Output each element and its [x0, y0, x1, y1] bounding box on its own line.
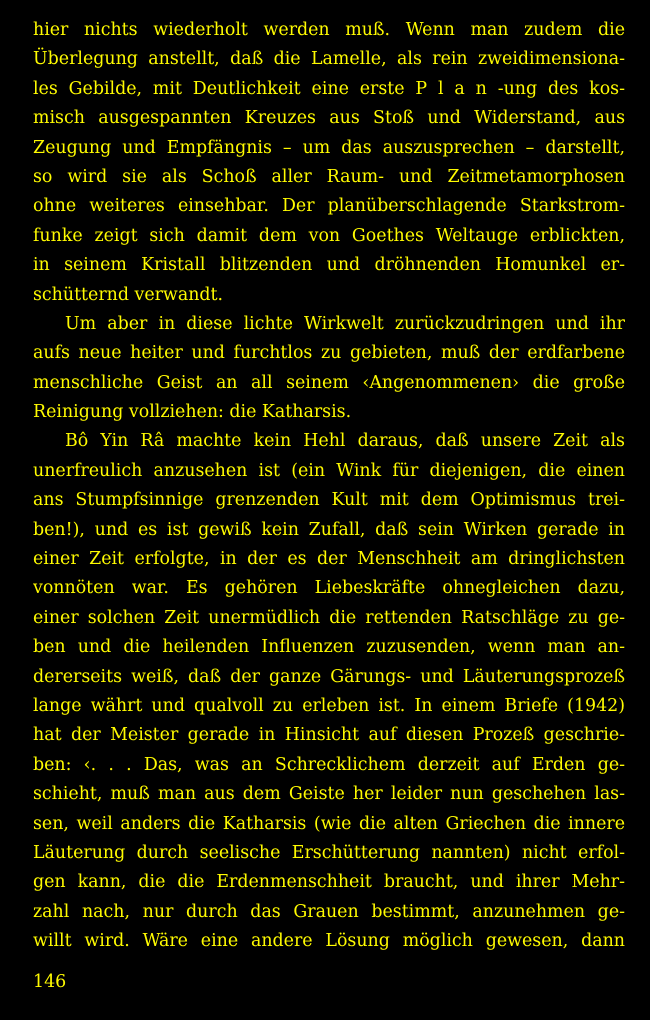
- text-line: aufs neue heiter und furchtlos zu gebieten, muß der erdfarbene: [33, 343, 625, 364]
- text-line: sen, weil anders die Katharsis (wie die alten Griechen die innere: [33, 813, 625, 834]
- text-line: einer Zeit erfolgte, in der es der Menschheit am dringlichsten: [33, 549, 625, 570]
- text-line: Bô Yin Râ machte kein Hehl daraus, daß unsere Zeit als: [65, 431, 625, 452]
- text-line: so wird sie als Schoß aller Raum- und Zeitmetamorphosen: [33, 166, 625, 187]
- text-line: Läuterung durch seelische Erschütterung nannten) nicht erfol-: [33, 842, 625, 863]
- text-line: les Gebilde, mit Deutlichkeit eine erste P l a n -ung des kos-: [33, 78, 625, 99]
- text-line: ben: ‹. . . Das, was an Schrecklichem derzeit auf Erden ge-: [33, 754, 625, 775]
- text-line: lange währt und qualvoll zu erleben ist. In einem Briefe (1942): [33, 695, 625, 716]
- text-line: misch ausgespannten Kreuzes aus Stoß und Widerstand, aus: [33, 108, 625, 129]
- text-line: schieht, muß man aus dem Geiste her leider nun geschehen las-: [33, 784, 625, 805]
- text-line: menschliche Geist an all seinem ‹Angenommenen› die große: [33, 372, 625, 393]
- text-line: unerfreulich anzusehen ist (ein Wink für diejenigen, die einen: [33, 460, 625, 481]
- text-line: dererseits weiß, daß der ganze Gärungs- und Läuterungsprozeß: [33, 666, 625, 687]
- text-line: Zeugung und Empfängnis – um das auszusprechen – darstellt,: [33, 137, 625, 158]
- text-line: vonnöten war. Es gehören Liebeskräfte ohnegleichen dazu,: [33, 578, 625, 599]
- body-text: [33, 16, 625, 957]
- text-line: einer solchen Zeit unermüdlich die rettenden Ratschläge zu ge-: [33, 607, 625, 628]
- text-line: ben und die heilenden Influenzen zuzusenden, wenn man an-: [33, 637, 625, 658]
- text-line: schütternd verwandt.: [33, 284, 224, 305]
- page-number: 146: [33, 972, 67, 992]
- text-line: funke zeigt sich damit dem von Goethes Weltauge erblickten,: [33, 225, 625, 246]
- text-line: ans Stumpfsinnige grenzenden Kult mit dem Optimismus trei-: [33, 490, 625, 511]
- text-line: Überlegung anstellt, daß die Lamelle, als rein zweidimensiona-: [33, 49, 625, 70]
- text-line: hier nichts wiederholt werden muß. Wenn man zudem die: [33, 20, 625, 40]
- text-line: ohne weiteres einsehbar. Der planüberschlagende Starkstrom-: [33, 196, 625, 217]
- text-line: zahl nach, nur durch das Grauen bestimmt, anzunehmen ge-: [33, 901, 625, 922]
- text-line: hat der Meister gerade in Hinsicht auf diesen Prozeß geschrie-: [33, 725, 625, 746]
- text-line: Um aber in diese lichte Wirkwelt zurückzudringen und ihr: [65, 313, 625, 334]
- text-line: ben!), und es ist gewiß kein Zufall, daß sein Wirken gerade in: [33, 519, 625, 540]
- text-line: in seinem Kristall blitzenden und dröhnenden Homunkel er-: [33, 255, 625, 276]
- text-line: willt wird. Wäre eine andere Lösung möglich gewesen, dann: [33, 931, 625, 952]
- text-line: Reinigung vollziehen: die Katharsis.: [33, 402, 352, 423]
- text-line: gen kann, die die Erdenmenschheit braucht, und ihrer Mehr-: [33, 872, 625, 893]
